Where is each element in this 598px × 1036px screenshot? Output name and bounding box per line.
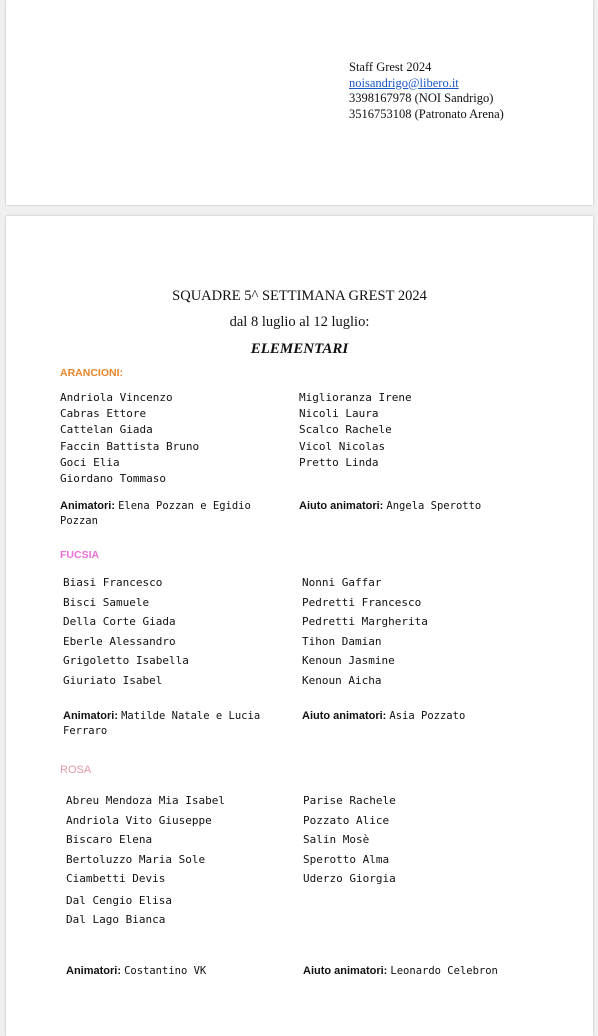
animatori-names: Costantino VK — [124, 965, 207, 977]
section-heading-elementari: ELEMENTARI — [250, 341, 349, 357]
animatori-names-cont: Ferraro — [63, 725, 108, 737]
team-fucsia-col2 — [302, 573, 428, 690]
member: Pozzato Alice — [303, 813, 390, 827]
member: Sperotto Alma — [303, 852, 390, 866]
member: Andriola Vito Giuseppe — [66, 813, 212, 827]
aiuto-animatori-names: Angela Sperotto — [386, 500, 482, 512]
member: Eberle Alessandro — [63, 634, 176, 648]
member: Ciambetti Devis — [66, 872, 166, 885]
member: Cabras Ettore — [60, 407, 147, 421]
staff-title: Staff Grest 2024 — [349, 60, 432, 74]
member: Grigoletto Isabella — [63, 654, 189, 667]
aiuto-animatori-label: Aiuto animatori: — [303, 965, 388, 977]
member: Giuriato Isabel — [63, 673, 163, 687]
member: Kenoun Aicha — [302, 673, 382, 687]
member: Dal Cengio Elisa — [66, 893, 172, 907]
animatori-names: Elena Pozzan e Egidio — [118, 500, 251, 512]
animatori-names: Matilde Natale e Lucia — [121, 710, 261, 722]
member: Goci Elia — [60, 455, 120, 469]
animatori-label: Animatori: — [66, 965, 121, 977]
member: Pedretti Francesco — [302, 595, 422, 609]
member: Bertoluzzo Maria Sole — [66, 852, 206, 866]
member: Nicoli Laura — [299, 407, 379, 421]
aiuto-animatori-names: Asia Pozzato — [389, 710, 466, 722]
staff-contact-block — [349, 60, 504, 122]
aiuto-animatori-rosa — [303, 964, 498, 979]
member: Salin Mosè — [303, 833, 370, 846]
page-teams — [6, 216, 593, 1036]
member: Uderzo Giorgia — [303, 872, 396, 885]
member: Pretto Linda — [299, 455, 379, 469]
animatori-fucsia — [63, 709, 283, 739]
team-name-fucsia: FUCSIA — [60, 549, 100, 561]
aiuto-animatori-fucsia — [302, 709, 465, 724]
member: Biscaro Elena — [66, 833, 153, 846]
aiuto-animatori-label: Aiuto animatori: — [302, 710, 387, 722]
email-link[interactable]: noisandrigo@libero.it — [349, 75, 459, 90]
member: Parise Rachele — [303, 794, 396, 807]
phone-noi-sandrigo: 3398167978 (NOI Sandrigo) — [349, 91, 494, 105]
animatori-label: Animatori: — [63, 710, 118, 722]
team-arancioni-col1 — [60, 390, 199, 487]
animatori-names-cont: Pozzan — [60, 515, 98, 527]
team-fucsia-col1 — [63, 573, 189, 690]
member: Pedretti Margherita — [302, 615, 428, 628]
member: Vicol Nicolas — [299, 439, 386, 453]
member: Kenoun Jasmine — [302, 654, 395, 667]
member: Bisci Samuele — [63, 595, 150, 609]
team-arancioni-col2 — [299, 390, 412, 471]
member: Nonni Gaffar — [302, 576, 382, 589]
aiuto-animatori-names: Leonardo Celebron — [390, 965, 498, 977]
member: Dal Lago Bianca — [66, 913, 166, 926]
aiuto-animatori-arancioni — [299, 499, 481, 514]
team-name-arancioni: ARANCIONI: — [60, 367, 123, 379]
member: Della Corte Giada — [63, 615, 176, 628]
phone-patronato-arena: 3516753108 (Patronato Arena) — [349, 106, 504, 121]
member: Tihon Damian — [302, 634, 382, 648]
aiuto-animatori-label: Aiuto animatori: — [299, 500, 384, 512]
page-top — [6, 0, 593, 205]
date-range: dal 8 luglio al 12 luglio: — [229, 314, 370, 330]
member: Biasi Francesco — [63, 576, 163, 589]
member: Andriola Vincenzo — [60, 391, 173, 404]
member: Cattelan Giada — [60, 423, 153, 437]
member: Scalco Rachele — [299, 423, 392, 437]
team-rosa-col2 — [303, 791, 396, 889]
member: Giordano Tommaso — [60, 472, 166, 486]
member: Miglioranza Irene — [299, 391, 412, 404]
team-rosa-col1 — [66, 791, 225, 930]
animatori-arancioni — [60, 499, 280, 529]
member: Abreu Mendoza Mia Isabel — [66, 794, 225, 807]
animatori-rosa — [66, 964, 206, 979]
animatori-label: Animatori: — [60, 500, 115, 512]
member: Faccin Battista Bruno — [60, 439, 200, 453]
document-title: SQUADRE 5^ SETTIMANA GREST 2024 — [172, 288, 427, 304]
team-name-rosa: ROSA — [60, 764, 92, 776]
